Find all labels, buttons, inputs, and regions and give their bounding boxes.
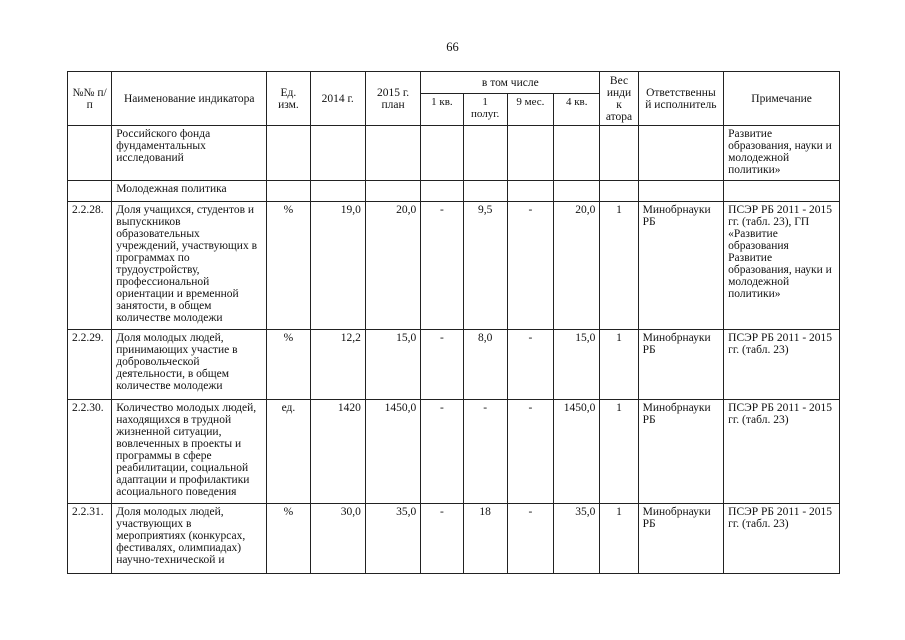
note-cell: ПСЭР РБ 2011 - 2015 гг. (табл. 23): [724, 330, 840, 400]
unit-cell: %: [267, 330, 310, 400]
value-q1: -: [421, 504, 463, 574]
header-q1: 1 кв.: [421, 94, 463, 126]
value-9-months: -: [507, 504, 553, 574]
header-including: в том числе: [421, 72, 600, 94]
indicator-name: Доля молодых людей, принимающих участие в добровольческой деятельности, в общем количестве молодежи: [112, 330, 267, 400]
value-9-months: [507, 126, 553, 181]
responsible-executor: [638, 181, 724, 202]
indicator-name: Молодежная политика: [112, 181, 267, 202]
header-note: Примечание: [724, 72, 840, 126]
value-9-months: -: [507, 330, 553, 400]
row-number: 2.2.28.: [68, 202, 112, 330]
responsible-executor: Минобрнауки РБ: [638, 202, 724, 330]
value-q4: [554, 181, 600, 202]
value-q4: 20,0: [554, 202, 600, 330]
note-cell: [724, 181, 840, 202]
indicator-name: Российского фонда фундаментальных исследований: [112, 126, 267, 181]
value-q1: -: [421, 202, 463, 330]
note-cell: ПСЭР РБ 2011 - 2015 гг. (табл. 23), ГП «Развитие образования Развитие образования, науки и молодежной политики»: [724, 202, 840, 330]
value-q1: -: [421, 400, 463, 504]
table-row: [68, 181, 840, 202]
unit-cell: [267, 126, 310, 181]
responsible-executor: [638, 126, 724, 181]
row-number: [68, 126, 112, 181]
value-2015-plan: 20,0: [365, 202, 420, 330]
table-row: [68, 504, 840, 574]
table-row: [68, 400, 840, 504]
value-2014: 12,2: [310, 330, 365, 400]
value-2015-plan: [365, 126, 420, 181]
note-cell: Развитие образования, науки и молодежной политики»: [724, 126, 840, 181]
header-num: №№ п/п: [68, 72, 112, 126]
value-2015-plan: 1450,0: [365, 400, 420, 504]
value-half-year: -: [463, 400, 507, 504]
row-number: 2.2.29.: [68, 330, 112, 400]
value-2014: [310, 126, 365, 181]
table-row: [68, 202, 840, 330]
header-2015-plan: 2015 г. план: [365, 72, 420, 126]
note-cell: ПСЭР РБ 2011 - 2015 гг. (табл. 23): [724, 504, 840, 574]
value-q1: [421, 126, 463, 181]
header-half-year: 1 полуг.: [463, 94, 507, 126]
header-2014: 2014 г.: [310, 72, 365, 126]
table-row: [68, 126, 840, 181]
unit-cell: %: [267, 202, 310, 330]
responsible-executor: Минобрнауки РБ: [638, 504, 724, 574]
value-9-months: -: [507, 202, 553, 330]
value-half-year: 18: [463, 504, 507, 574]
value-2015-plan: [365, 181, 420, 202]
indicator-weight: 1: [600, 202, 638, 330]
value-2014: 1420: [310, 400, 365, 504]
header-responsible: Ответственны й исполнитель: [638, 72, 724, 126]
indicator-name: Количество молодых людей, находящихся в трудной жизненной ситуации, вовлеченных в проекты и программы в сфере реабилитации, социальной адаптации и профилактики асоциального поведения: [112, 400, 267, 504]
indicator-name: Доля учащихся, студентов и выпускников образовательных учреждений, участвующих в программах по трудоустройству, профессиональной ориентации и временной занятости, в общем количестве молодежи: [112, 202, 267, 330]
unit-cell: ед.: [267, 400, 310, 504]
value-half-year: 9,5: [463, 202, 507, 330]
value-9-months: -: [507, 400, 553, 504]
value-half-year: [463, 181, 507, 202]
value-q1: -: [421, 330, 463, 400]
row-number: [68, 181, 112, 202]
header-q4: 4 кв.: [554, 94, 600, 126]
value-q4: 1450,0: [554, 400, 600, 504]
indicator-weight: 1: [600, 330, 638, 400]
value-q4: 35,0: [554, 504, 600, 574]
indicators-table: [67, 71, 840, 574]
responsible-executor: Минобрнауки РБ: [638, 400, 724, 504]
value-2014: [310, 181, 365, 202]
indicator-weight: 1: [600, 400, 638, 504]
value-2014: 30,0: [310, 504, 365, 574]
value-2014: 19,0: [310, 202, 365, 330]
indicator-name: Доля молодых людей, участвующих в мероприятиях (конкурсах, фестивалях, олимпиадах) научно-технической и: [112, 504, 267, 574]
value-half-year: 8,0: [463, 330, 507, 400]
value-q1: [421, 181, 463, 202]
header-unit: Ед. изм.: [267, 72, 310, 126]
indicator-weight: 1: [600, 504, 638, 574]
value-q4: 15,0: [554, 330, 600, 400]
responsible-executor: Минобрнауки РБ: [638, 330, 724, 400]
indicator-weight: [600, 126, 638, 181]
value-2015-plan: 15,0: [365, 330, 420, 400]
header-weight: Вес индик атора: [600, 72, 638, 126]
header-9-months: 9 мес.: [507, 94, 553, 126]
note-cell: ПСЭР РБ 2011 - 2015 гг. (табл. 23): [724, 400, 840, 504]
header-name: Наименование индикатора: [112, 72, 267, 126]
value-2015-plan: 35,0: [365, 504, 420, 574]
value-q4: [554, 126, 600, 181]
row-number: 2.2.31.: [68, 504, 112, 574]
value-half-year: [463, 126, 507, 181]
value-9-months: [507, 181, 553, 202]
table-row: [68, 330, 840, 400]
unit-cell: [267, 181, 310, 202]
indicator-weight: [600, 181, 638, 202]
unit-cell: %: [267, 504, 310, 574]
page-number: 66: [446, 40, 459, 54]
row-number: 2.2.30.: [68, 400, 112, 504]
